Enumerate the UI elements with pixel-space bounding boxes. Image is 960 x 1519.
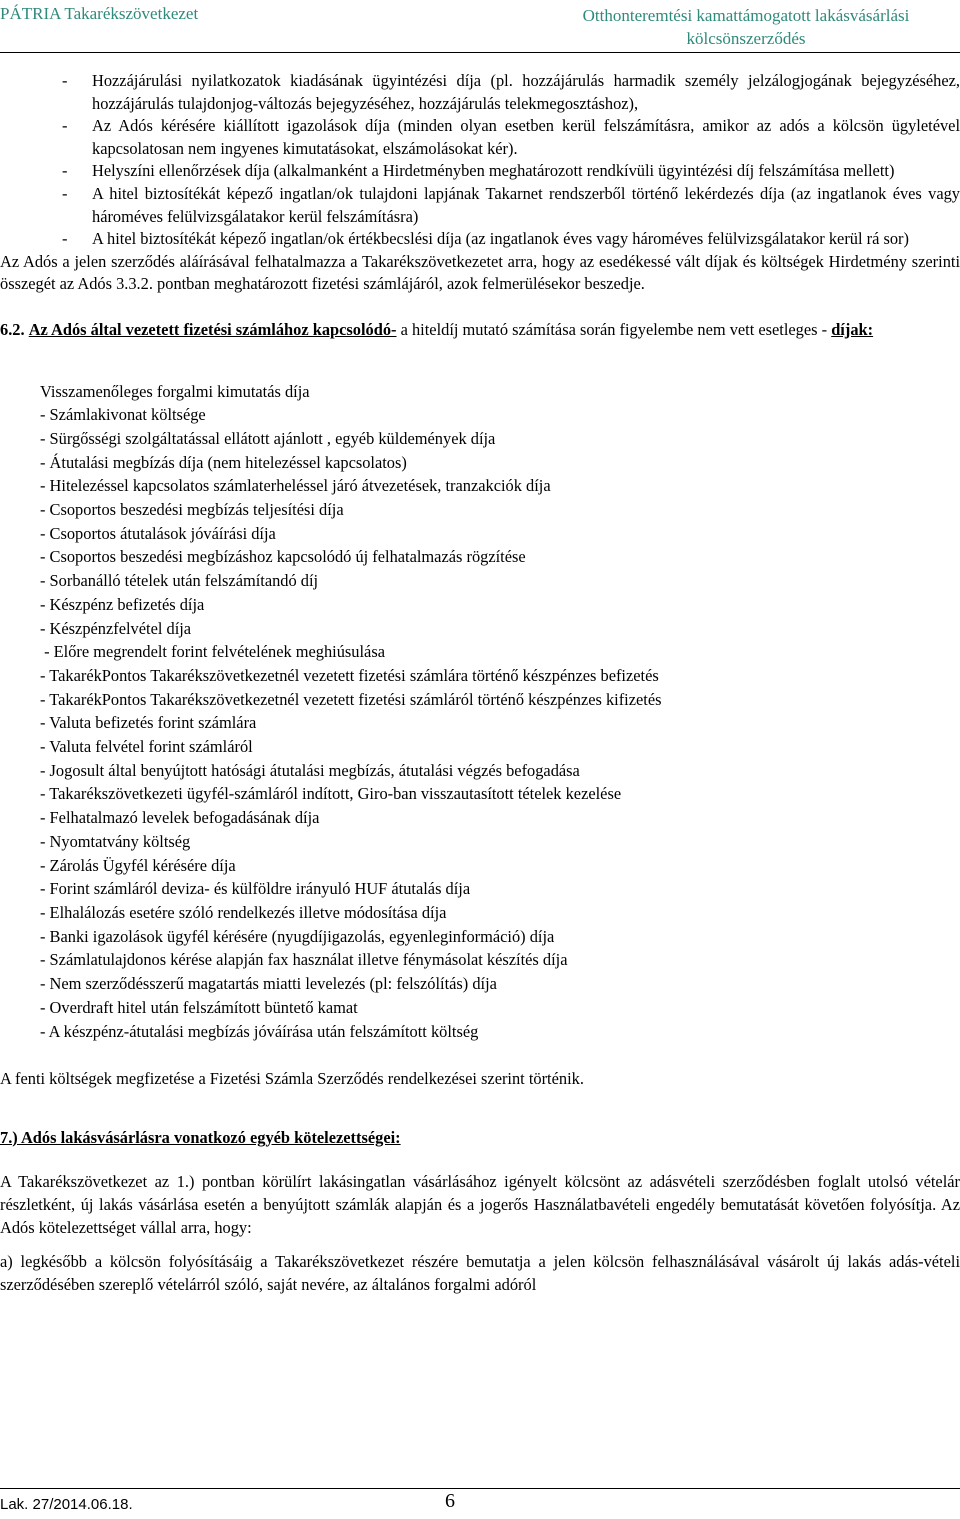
list-item: - Az Adós kérésére kiállított igazolások díja (minden olyan esetben kerül felszámításra, amikor az adós a kölcsön ügyletével kapcsolatosan nem ingyenes kimutatásokat, elszámolásokat kér). bbox=[62, 116, 960, 158]
section-7-title bbox=[0, 1127, 960, 1150]
list-item: - Előre megrendelt forint felvételének meghiúsulása bbox=[40, 642, 385, 662]
section-6-2 bbox=[0, 319, 960, 342]
list-item: - Jogosult által benyújtott hatósági átutalási megbízás, átutalási végzés befogadása bbox=[40, 760, 580, 780]
list-item: - Hozzájárulási nyilatkozatok kiadásának ügyintézési díja (pl. hozzájárulás harmadik személy jelzálogjogának bejegyzéséhez, hozzájárulás tulajdonjog-változás bejegyzéséhez, hozzájárulás telekmegosztáshoz), bbox=[62, 71, 960, 113]
list-item: - Hitelezéssel kapcsolatos számlaterheléssel járó átvezetések, tranzakciók díja bbox=[40, 476, 551, 496]
list-item: - A hitel biztosítékát képező ingatlan/ok tulajdoni lapjának Takarnet rendszerből történő lekérdezés díja (az ingatlanok éves vagy hároméves felülvizsgálatakor kerül felszámításra) bbox=[62, 183, 960, 226]
list-item: - Csoportos beszedési megbízás teljesítési díja bbox=[40, 500, 344, 520]
paragraph-authorization: Az Adós a jelen szerződés aláírásával felhatalmazza a Takarékszövetkezetet arra, hogy az esedékessé vált díjak és költségek Hirdetmény szerinti összegét az Adós 3.3.2. pontban meghatározott fizetési számlájáról, azok felmerülésekor beszedje. bbox=[0, 251, 960, 294]
header-rule bbox=[0, 52, 960, 53]
section-title-fees: díjak: bbox=[831, 319, 874, 339]
list-item: - Készpénz befizetés díja bbox=[40, 594, 205, 614]
list-item: Visszamenőleges forgalmi kimutatás díja bbox=[40, 381, 310, 401]
list-item: - A hitel biztosítékát képező ingatlan/ok értékbecslési díja (az ingatlanok éves vagy hároméves felülvizsgálatakor kerül rá sor) bbox=[62, 229, 909, 249]
list-item: - TakarékPontos Takarékszövetkezetnél vezetett fizetési számláról történő készpénzes kifizetés bbox=[40, 689, 662, 709]
list-item: - Csoportos beszedési megbízáshoz kapcsolódó új felhatalmazás rögzítése bbox=[40, 547, 526, 567]
section-title: Az Adós által vezetett fizetési számlához kapcsolódó- bbox=[28, 319, 397, 339]
footer-rule bbox=[0, 1488, 960, 1489]
header-left: PÁTRIA Takarékszövetkezet bbox=[0, 4, 199, 23]
list-item: - Nem szerződésszerű magatartás miatti levelezés (pl: felszólítás) díja bbox=[40, 974, 497, 994]
list-item: - Valuta felvétel forint számláról bbox=[40, 737, 253, 757]
list-item: - Sorbanálló tételek után felszámítandó díj bbox=[40, 571, 319, 591]
paragraph-obligation-a: a) legkésőbb a kölcsön folyósításáig a Takarékszövetkezet részére bemutatja a jelen kölcsön felhasználásával vásárolt új lakás adás-vételi szerződésében szereplő vételárról szóló, saját nevére, az általános forgalmi adóról bbox=[0, 1252, 960, 1294]
section-7-heading: 7.) Adós lakásvásárlásra vonatkozó egyéb kötelezettségei: bbox=[0, 1127, 401, 1147]
section-text: a hiteldíj mutató számítása során figyelembe nem vett esetleges - bbox=[396, 319, 832, 339]
list-item: - Sürgősségi szolgáltatással ellátott ajánlott , egyéb küldemények díja bbox=[40, 428, 496, 448]
paragraph-disbursement: A Takarékszövetkezet az 1.) pontban körülírt lakásingatlan vásárlásához igényelt kölcsönt az adásvételi szerződésben foglalt utolsó vételár részletként, új lakás vásárlása esetén a benyújtott számlák alapján és a jogerős Használatbavételi engedély bemutatását követően folyósítja. Az Adós kötelezettséget vállal arra, hogy: bbox=[0, 1172, 960, 1237]
document-body bbox=[0, 70, 960, 1296]
list-item: - Számlakivonat költsége bbox=[40, 405, 206, 425]
list-item: - Overdraft hitel után felszámított büntető kamat bbox=[40, 997, 358, 1017]
list-item: - Átutalási megbízás díja (nem hitelezéssel kapcsolatos) bbox=[40, 452, 407, 472]
header-right bbox=[536, 4, 956, 50]
list-item: - Csoportos átutalások jóváírási díja bbox=[40, 523, 276, 543]
fee-list bbox=[40, 380, 960, 1044]
list-item: - Forint számláról deviza- és külföldre irányuló HUF átutalás díja bbox=[40, 879, 471, 899]
list-item: - Valuta befizetés forint számlára bbox=[40, 713, 257, 733]
list-item: - Nyomtatvány költség bbox=[40, 831, 191, 851]
header-right-line2: kölcsönszerződés bbox=[686, 29, 806, 48]
header-right-line1: Otthonteremtési kamattámogatott lakásvásárlási bbox=[582, 6, 910, 25]
list-item: - Takarékszövetkezeti ügyfél-számláról indított, Giro-ban visszautasított tételek kezelése bbox=[40, 784, 622, 804]
page-number: 6 bbox=[445, 1490, 455, 1512]
footer-reference: Lak. 27/2014.06.18. bbox=[0, 1496, 133, 1513]
paragraph-fees-payment: A fenti költségek megfizetése a Fizetési Számla Szerződés rendelkezései szerint történik. bbox=[0, 1069, 584, 1089]
list-item: - A készpénz-átutalási megbízás jóváírása után felszámított költség bbox=[40, 1021, 479, 1041]
section-number: 6.2. bbox=[0, 319, 25, 339]
list-item: - TakarékPontos Takarékszövetkezetnél vezetett fizetési számlára történő készpénzes befizetés bbox=[40, 665, 659, 685]
list-item: - Felhatalmazó levelek befogadásának díja bbox=[40, 808, 320, 828]
list-item: - Elhalálozás esetére szóló rendelkezés illetve módosítása díja bbox=[40, 903, 447, 922]
list-item: - Zárolás Ügyfél kérésére díja bbox=[40, 855, 236, 875]
list-item: - Banki igazolások ügyfél kérésére (nyugdíjigazolás, egyenleginformáció) díja bbox=[40, 926, 555, 946]
list-item: - Számlatulajdonos kérése alapján fax használat illetve fénymásolat készítés díja bbox=[40, 950, 568, 970]
list-item: - Készpénzfelvétel díja bbox=[40, 618, 192, 638]
list-item: - Helyszíni ellenőrzések díja (alkalmanként a Hirdetményben meghatározott rendkívüli ügyintézési díj felszámítása mellett) bbox=[62, 161, 895, 181]
